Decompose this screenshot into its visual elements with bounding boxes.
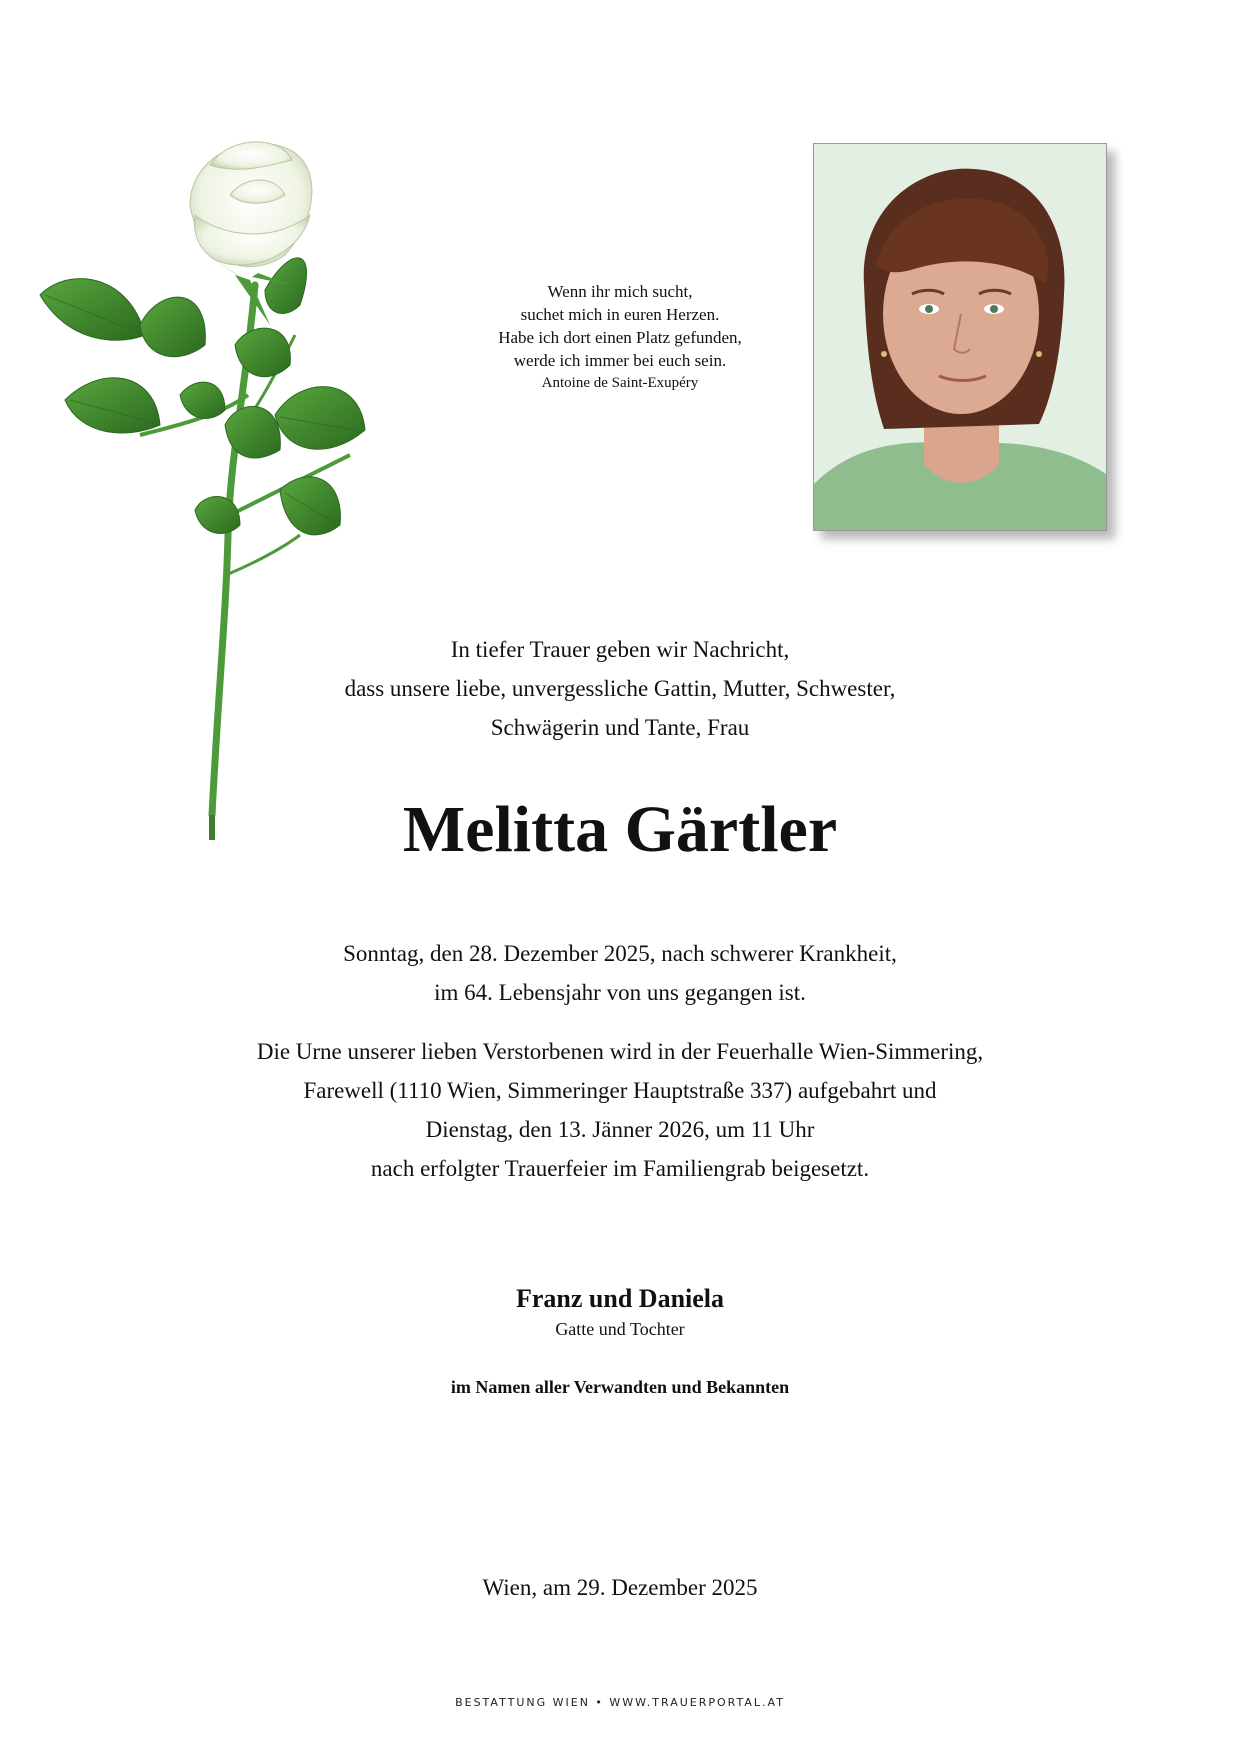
funeral-line: Dienstag, den 13. Jänner 2026, um 11 Uhr bbox=[425, 1117, 815, 1142]
quote-line: suchet mich in euren Herzen. bbox=[520, 305, 720, 324]
quote-author: Antoine de Saint-Exupéry bbox=[541, 375, 699, 391]
intro-line: Schwägerin und Tante, Frau bbox=[490, 715, 750, 740]
passing-line: Sonntag, den 28. Dezember 2025, nach schwerer Krankheit, bbox=[343, 941, 897, 966]
quote-line: Habe ich dort einen Platz gefunden, bbox=[498, 328, 742, 347]
footer-credit: BESTATTUNG WIEN • WWW.TRAUERPORTAL.AT bbox=[455, 1696, 785, 1709]
place-and-date: Wien, am 29. Dezember 2025 bbox=[482, 1575, 758, 1600]
announcement-intro bbox=[140, 630, 1100, 747]
portrait-photo bbox=[813, 143, 1107, 531]
on-behalf-note: im Namen aller Verwandten und Bekannten bbox=[450, 1377, 790, 1397]
quote-line: Wenn ihr mich sucht, bbox=[547, 282, 693, 301]
deceased-name: Melitta Gärtler bbox=[402, 793, 838, 866]
intro-line: In tiefer Trauer geben wir Nachricht, bbox=[450, 637, 790, 662]
funeral-line: Farewell (1110 Wien, Simmeringer Hauptstraße 337) aufgebahrt und bbox=[303, 1078, 937, 1103]
passing-line: im 64. Lebensjahr von uns gegangen ist. bbox=[434, 980, 806, 1005]
funeral-line: nach erfolgter Trauerfeier im Familiengrab beigesetzt. bbox=[370, 1156, 870, 1181]
portrait-image bbox=[814, 144, 1106, 530]
funeral-details bbox=[140, 1032, 1100, 1188]
signer-names: Franz und Daniela bbox=[515, 1284, 725, 1313]
signer-role: Gatte und Tochter bbox=[555, 1319, 685, 1339]
intro-line: dass unsere liebe, unvergessliche Gattin, Mutter, Schwester, bbox=[344, 676, 896, 701]
funeral-line: Die Urne unserer lieben Verstorbenen wird in der Feuerhalle Wien-Simmering, bbox=[256, 1039, 984, 1064]
quote-line: werde ich immer bei euch sein. bbox=[513, 351, 727, 370]
passing-details bbox=[140, 934, 1100, 1012]
memorial-quote bbox=[400, 280, 840, 395]
